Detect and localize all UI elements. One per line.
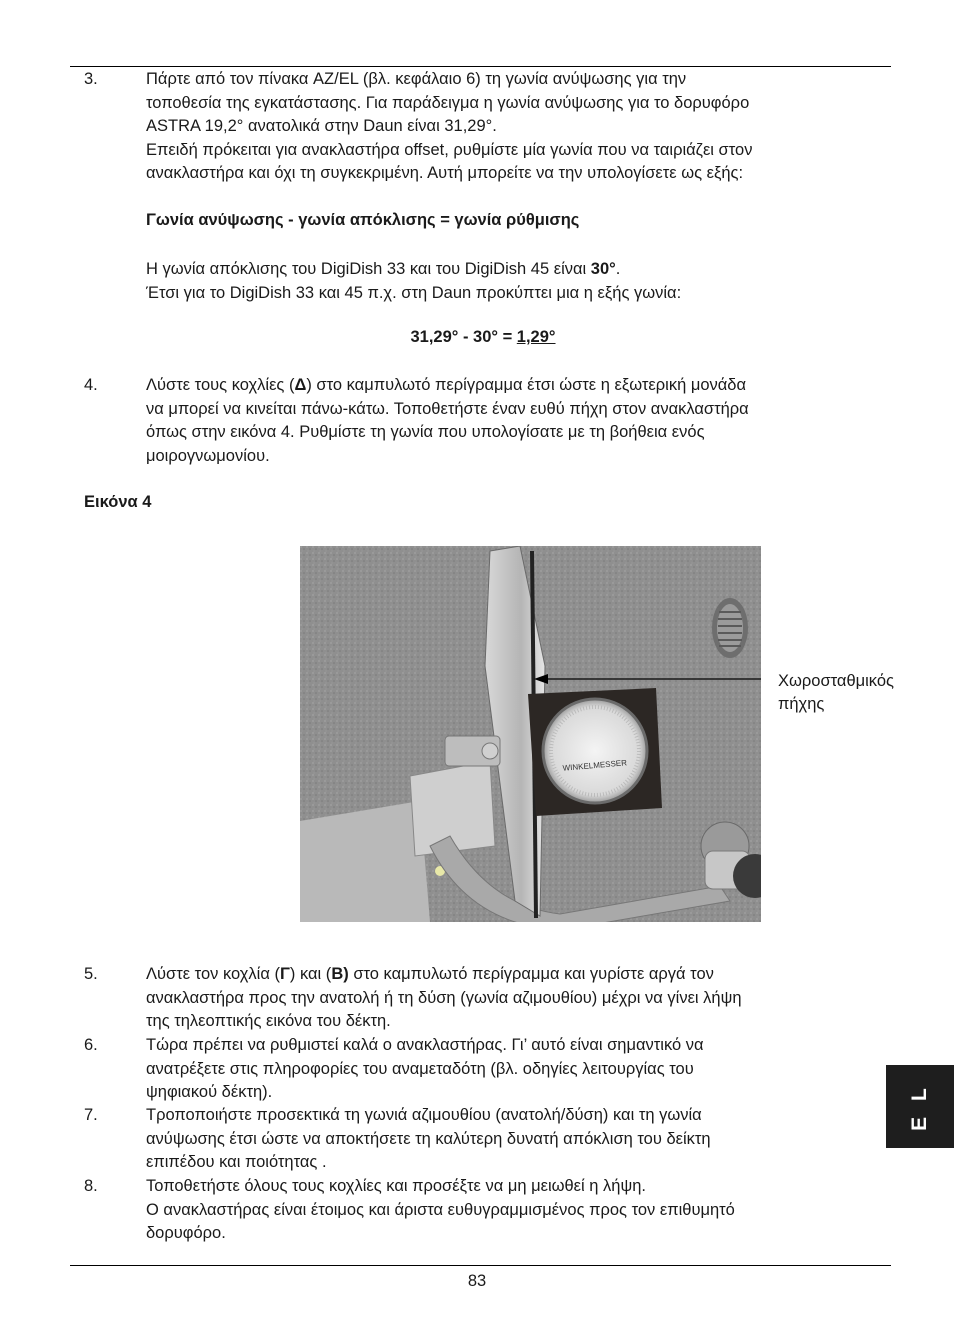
step-8-line: Τοποθετήστε όλους τους κοχλίες και προσέξτε να μη μειωθεί η λήψη.: [146, 1177, 646, 1195]
step-6-number: 6.: [84, 1036, 98, 1054]
language-tab-label: E L: [908, 1082, 931, 1131]
step-4-number: 4.: [84, 376, 98, 394]
language-tab: [886, 1065, 954, 1148]
figure-photo: [300, 546, 761, 922]
step-4-line: να μπορεί να κινείται πάνω-κάτω. Τοποθετήστε έναν ευθύ πήχη στον ανακλαστήρα: [146, 399, 749, 418]
step-3-line: ASTRA 19,2° ανατολικά στην Daun είναι 31,29°.: [146, 117, 497, 135]
step-3-line: ανακλαστήρα και όχι τη συγκεκριμένη. Αυτή μπορείτε να την υπολογίσετε ως εξής:: [146, 164, 744, 182]
step-7-line: Τροποποιήστε προσεκτικά τη γωνιά αζιμουθίου (ανατολή/δύση) και τη γωνία: [146, 1106, 702, 1124]
step-5-line: της τηλεοπτικής εικόνα του δέκτη.: [146, 1012, 391, 1030]
callout-line: πήχης: [778, 695, 825, 713]
step-8-line: δορυφόρο.: [146, 1224, 226, 1242]
dish-protractor-illustration: [300, 546, 761, 922]
example-text: Έτσι για το DigiDish 33 και 45 π.χ. στη Daun προκύπτει μια η εξής γωνία:: [146, 283, 682, 302]
step-5-number: 5.: [84, 965, 98, 983]
step-5-text: [146, 963, 891, 1034]
step-3-line: τοποθεσία της εγκατάστασης. Για παράδειγμα η γωνία ανύψωσης για το δορυφόρο: [146, 93, 750, 112]
step-6-line: Τώρα πρέπει να ρυθμιστεί καλά ο ανακλαστήρας. Γι’ αυτό είναι σημαντικό να: [146, 1036, 704, 1054]
step-4-line: όπως στην εικόνα 4. Ρυθμίστε τη γωνία που υπολογίσατε με τη βοήθεια ενός: [146, 423, 705, 441]
step-6-line: ψηφιακού δέκτη).: [146, 1083, 273, 1101]
step-3-number: 3.: [84, 70, 98, 88]
protractor-label: WINKELMESSER: [562, 758, 628, 773]
calculation-result: 1,29°: [516, 328, 556, 346]
step-6-line: ανατρέξετε στις πληροφορίες του αναμεταδότη (βλ. οδηγίες λειτουργίας του: [146, 1059, 694, 1078]
figure-callout: [778, 670, 938, 716]
step-8-text: [146, 1175, 891, 1246]
step-6-text: [146, 1034, 891, 1105]
step-7-line: επιπέδου και ποιότητας .: [146, 1153, 327, 1171]
formula-text: Γωνία ανύψωσης - γωνία απόκλισης = γωνία ρύθμισης: [146, 211, 580, 229]
step-5-line: ) και (: [289, 965, 332, 983]
offset-text: Η γωνία απόκλισης του DigiDish 33 και του DigiDish 45 είναι: [146, 260, 591, 278]
step-4-line: μοιρογνωμονίου.: [146, 446, 270, 465]
step-7-number: 7.: [84, 1106, 98, 1124]
header-rule: [70, 66, 891, 67]
step-3-text: [146, 68, 891, 186]
step-4-line: ) στο καμπυλωτό περίγραμμα έτσι ώστε η εξωτερική μονάδα: [306, 376, 747, 394]
offset-value: 30°: [590, 260, 616, 278]
step-5-line: Λύστε τον κοχλία (: [146, 965, 280, 983]
step-7-text: [146, 1104, 891, 1175]
footer-rule: [70, 1265, 891, 1266]
screw-label: Γ: [279, 965, 290, 983]
offset-angle-text: [146, 258, 891, 305]
step-3-line: Πάρτε από τον πίνακα AZ/EL (βλ. κεφάλαιο 6) τη γωνία ανύψωσης για την: [146, 70, 687, 88]
step-5-line: ανακλαστήρα προς την ανατολή ή τη δύση (γωνία αζιμουθίου) μέχρι να γίνει λήψη: [146, 988, 742, 1007]
calculation-expression: 31,29° - 30° =: [410, 328, 517, 346]
figure-caption: Εικόνα 4: [84, 493, 152, 511]
step-8-line: Ο ανακλαστήρας είναι έτοιμος και άριστα ευθυγραμμισμένος προς τον επιθυμητό: [146, 1200, 735, 1219]
step-3-line: Επειδή πρόκειται για ανακλαστήρα offset, ρυθμίστε μία γωνία που να ταιριάζει στον: [146, 140, 753, 159]
screw-label: Δ: [294, 376, 307, 394]
screw-label: Β): [331, 965, 349, 983]
step-4-text: [146, 374, 891, 468]
page-number: 83: [467, 1272, 487, 1290]
calculation-line: [146, 328, 820, 347]
step-5-line: στο καμπυλωτό περίγραμμα και γυρίστε αργά τον: [348, 965, 714, 983]
callout-line: Χωροσταθμικός: [778, 672, 894, 690]
step-4-line: Λύστε τους κοχλίες (: [146, 376, 295, 394]
step-8-number: 8.: [84, 1177, 98, 1195]
step-7-line: ανύψωσης έτσι ώστε να αποκτήσετε τη καλύτερη δυνατή απόκλιση του δείκτη: [146, 1129, 711, 1148]
offset-end: .: [615, 260, 621, 278]
